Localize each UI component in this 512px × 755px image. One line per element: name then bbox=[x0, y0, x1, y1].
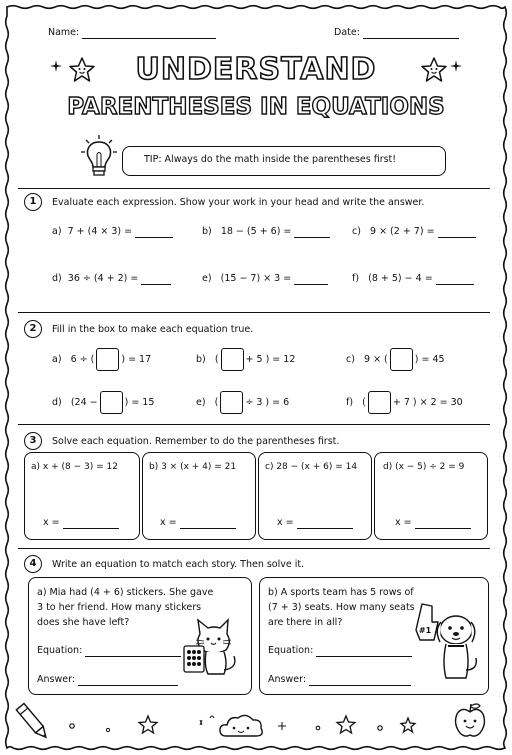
answer-line[interactable] bbox=[415, 518, 471, 529]
section-divider bbox=[18, 188, 490, 189]
answer-line[interactable] bbox=[180, 518, 236, 529]
section-divider bbox=[18, 548, 490, 549]
answer-box[interactable] bbox=[221, 348, 244, 371]
answer-field[interactable]: Answer: bbox=[268, 674, 411, 686]
answer-line[interactable] bbox=[309, 675, 411, 686]
answer-box[interactable] bbox=[220, 391, 243, 414]
section-number: 2 bbox=[24, 320, 42, 338]
question-1c[interactable]: c) 9 × (2 + 7) = bbox=[352, 226, 476, 238]
answer-line[interactable] bbox=[78, 675, 178, 686]
apple-icon bbox=[452, 700, 488, 740]
answer-line[interactable] bbox=[436, 274, 474, 285]
equation-text: c) 28 − (x + 6) = 14 bbox=[265, 462, 358, 472]
answer-box[interactable] bbox=[100, 391, 123, 414]
section-divider bbox=[18, 312, 490, 313]
sparkle-icon bbox=[50, 60, 62, 72]
date-field[interactable] bbox=[334, 27, 459, 39]
answer-line[interactable] bbox=[63, 518, 119, 529]
answer-line[interactable] bbox=[85, 646, 181, 657]
section3-instruction: Solve each equation. Remember to do the parentheses first. bbox=[52, 436, 340, 447]
question-2d[interactable]: d) (24 − ) = 15 bbox=[52, 391, 154, 415]
name-label: Name: bbox=[48, 27, 80, 38]
bottom-doodles bbox=[50, 706, 460, 744]
section-number: 1 bbox=[24, 193, 42, 211]
sparkle-icon bbox=[450, 60, 462, 72]
answer-box[interactable] bbox=[96, 348, 119, 371]
answer-line[interactable] bbox=[297, 518, 353, 529]
question-2f[interactable]: f) ( + 7 ) × 2 = 30 bbox=[346, 391, 463, 415]
equation-text: a) x + (8 − 3) = 12 bbox=[31, 462, 118, 472]
question-1d[interactable]: d) 36 ÷ (4 + 2) = bbox=[52, 273, 171, 285]
star-icon bbox=[420, 56, 448, 84]
title-line-2: PARENTHESES IN EQUATIONS bbox=[67, 94, 445, 120]
question-2e[interactable]: e) ( ÷ 3 ) = 6 bbox=[196, 391, 289, 415]
answer-box[interactable] bbox=[368, 391, 391, 414]
section-number: 3 bbox=[24, 432, 42, 450]
section4-instruction: Write an equation to match each story. Then solve it. bbox=[52, 559, 305, 570]
answer-field[interactable]: x = bbox=[160, 517, 236, 529]
question-1b[interactable]: b) 18 − (5 + 6) = bbox=[202, 226, 330, 238]
section-number: 4 bbox=[24, 555, 42, 573]
date-label: Date: bbox=[334, 27, 360, 38]
answer-field[interactable]: x = bbox=[43, 517, 119, 529]
date-line bbox=[363, 28, 459, 39]
lightbulb-icon bbox=[80, 134, 118, 180]
cat-icon bbox=[182, 612, 242, 678]
question-1f[interactable]: f) (8 + 5) − 4 = bbox=[352, 273, 474, 285]
story-text: a) Mia had (4 + 6) stickers. She gave 3 to her friend. How many stickers does she have left? bbox=[37, 587, 214, 628]
section-divider bbox=[18, 424, 490, 425]
title-line-1: UNDERSTAND bbox=[135, 52, 377, 87]
answer-line[interactable] bbox=[438, 227, 476, 238]
answer-field[interactable]: Answer: bbox=[37, 674, 178, 686]
star-icon bbox=[401, 718, 415, 732]
section1-instruction: Evaluate each expression. Show your work in your head and write the answer. bbox=[52, 197, 425, 208]
star-icon bbox=[337, 716, 355, 733]
dog-icon bbox=[412, 600, 482, 684]
answer-line[interactable] bbox=[294, 274, 328, 285]
answer-field[interactable]: x = bbox=[277, 517, 353, 529]
answer-line[interactable] bbox=[135, 227, 173, 238]
story-text: b) A sports team has 5 rows of (7 + 3) seats. How many seats are there in all? bbox=[268, 587, 415, 628]
foam-finger-text: #1 bbox=[418, 626, 432, 635]
answer-line[interactable] bbox=[316, 646, 412, 657]
tip-text: TIP: Always do the math inside the parentheses first! bbox=[144, 154, 397, 165]
equation-text: d) (x − 5) ÷ 2 = 9 bbox=[383, 462, 465, 472]
equation-field[interactable]: Equation: bbox=[37, 645, 181, 657]
star-icon bbox=[139, 716, 157, 733]
pencil-icon bbox=[14, 700, 52, 744]
equation-text: b) 3 × (x + 4) = 21 bbox=[149, 462, 237, 472]
name-field[interactable] bbox=[48, 27, 216, 39]
question-2c[interactable]: c) 9 × ( ) = 45 bbox=[346, 348, 445, 372]
section2-instruction: Fill in the box to make each equation true. bbox=[52, 324, 254, 335]
question-2a[interactable]: a) 6 ÷ ( ) = 17 bbox=[52, 348, 151, 372]
question-1e[interactable]: e) (15 − 7) × 3 = bbox=[202, 273, 328, 285]
answer-line[interactable] bbox=[141, 274, 171, 285]
question-2b[interactable]: b) ( + 5 ) = 12 bbox=[196, 348, 295, 372]
answer-box[interactable] bbox=[390, 348, 413, 371]
equation-field[interactable]: Equation: bbox=[268, 645, 412, 657]
star-icon bbox=[68, 56, 96, 84]
name-line bbox=[82, 28, 216, 39]
answer-field[interactable]: x = bbox=[395, 517, 471, 529]
question-1a[interactable]: a) 7 + (4 × 3) = bbox=[52, 226, 173, 238]
answer-line[interactable] bbox=[294, 227, 330, 238]
